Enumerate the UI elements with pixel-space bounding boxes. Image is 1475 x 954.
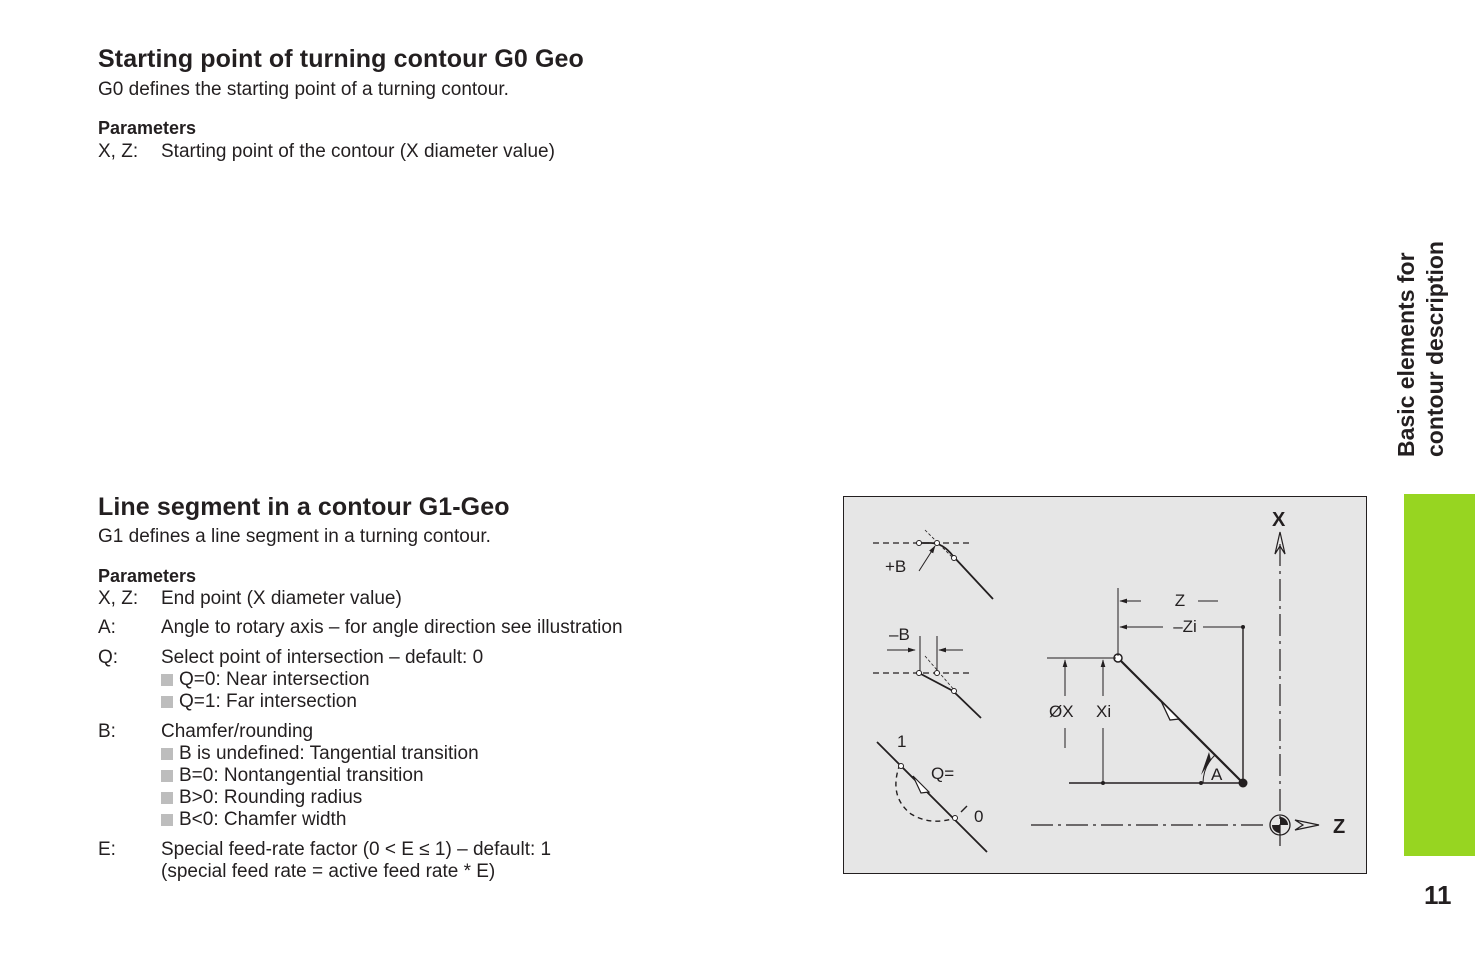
dx-dim-label: ØX xyxy=(1049,702,1074,721)
param-option: B=0: Nontangential transition xyxy=(161,765,479,787)
page-number: 11 xyxy=(1424,880,1452,910)
param-key: X, Z: xyxy=(98,141,139,162)
bullet-square-icon xyxy=(161,696,173,708)
chapter-title-line-2: contour description xyxy=(1422,241,1448,457)
param-key: B: xyxy=(98,721,116,742)
bullet-square-icon xyxy=(161,770,173,782)
bullet-square-icon xyxy=(161,748,173,760)
section-g0-title: Starting point of turning contour G0 Geo xyxy=(98,45,584,73)
q-label: Q= xyxy=(931,764,955,783)
minus-b-point-3 xyxy=(952,689,957,694)
angle-a-dot xyxy=(1199,781,1203,785)
section-g1-params-label: Parameters xyxy=(98,566,197,586)
plus-b-label: +B xyxy=(885,557,907,576)
param-desc: End point (X diameter value) xyxy=(161,588,402,609)
param-main-text: Special feed-rate factor (0 < E ≤ 1) – default: 1 xyxy=(161,839,552,860)
param-main-text-2: (special feed rate = active feed rate * E) xyxy=(161,861,496,882)
section-g0-intro: G0 defines the starting point of a turning contour. xyxy=(98,79,509,100)
param-option: Q=1: Far intersection xyxy=(161,691,483,713)
param-option: B is undefined: Tangential transition xyxy=(161,743,479,765)
minus-b-point-2 xyxy=(935,671,940,676)
param-key: Q: xyxy=(98,647,119,668)
param-desc xyxy=(161,721,479,831)
plus-b-point-2 xyxy=(935,541,940,546)
section-g1-intro: G1 defines a line segment in a turning contour. xyxy=(98,526,491,547)
z-dim-label: Z xyxy=(1174,591,1186,610)
param-main-text: Chamfer/rounding xyxy=(161,721,314,742)
param-option: B>0: Rounding radius xyxy=(161,787,479,809)
section-g1-title: Line segment in a contour G1-Geo xyxy=(98,493,510,521)
param-key: E: xyxy=(98,839,116,860)
param-desc xyxy=(161,647,483,713)
minus-b-label: –B xyxy=(889,625,910,644)
chapter-sidebar-title-text xyxy=(1392,205,1450,457)
q-one-label: 1 xyxy=(897,732,907,751)
param-main-text: Select point of intersection – default: 0 xyxy=(161,647,484,668)
bullet-square-icon xyxy=(161,792,173,804)
param-desc xyxy=(161,839,551,883)
z-axis-label: Z xyxy=(1333,816,1346,838)
bullet-square-icon xyxy=(161,674,173,686)
x-axis-label: X xyxy=(1272,509,1286,531)
param-desc: Angle to rotary axis – for angle direction see illustration xyxy=(161,617,623,638)
q-point-1 xyxy=(899,764,904,769)
chapter-title-line-1: Basic elements for xyxy=(1393,252,1419,457)
xi-dim-label: Xi xyxy=(1096,702,1112,721)
plus-b-point-1 xyxy=(917,541,922,546)
param-key: A: xyxy=(98,617,116,638)
angle-a-label: A xyxy=(1211,765,1223,784)
minus-b-point-1 xyxy=(917,671,922,676)
plus-b-point-3 xyxy=(952,556,957,561)
zi-dim-label: –Zi xyxy=(1173,617,1197,636)
diagram-background xyxy=(844,497,1367,874)
param-desc: Starting point of the contour (X diameter value) xyxy=(161,141,555,162)
q-zero-label: 0 xyxy=(974,807,984,826)
param-key: X, Z: xyxy=(98,588,139,609)
chapter-tab xyxy=(1404,494,1475,856)
param-option: Q=0: Near intersection xyxy=(161,669,483,691)
bullet-square-icon xyxy=(161,814,173,826)
param-option: B<0: Chamfer width xyxy=(161,809,479,831)
section-g0-params-label: Parameters xyxy=(98,118,197,138)
g1-diagram-svg xyxy=(843,496,1367,874)
chapter-sidebar-title xyxy=(1392,205,1452,457)
g1-diagram xyxy=(843,496,1367,874)
q-point-0 xyxy=(953,816,958,821)
